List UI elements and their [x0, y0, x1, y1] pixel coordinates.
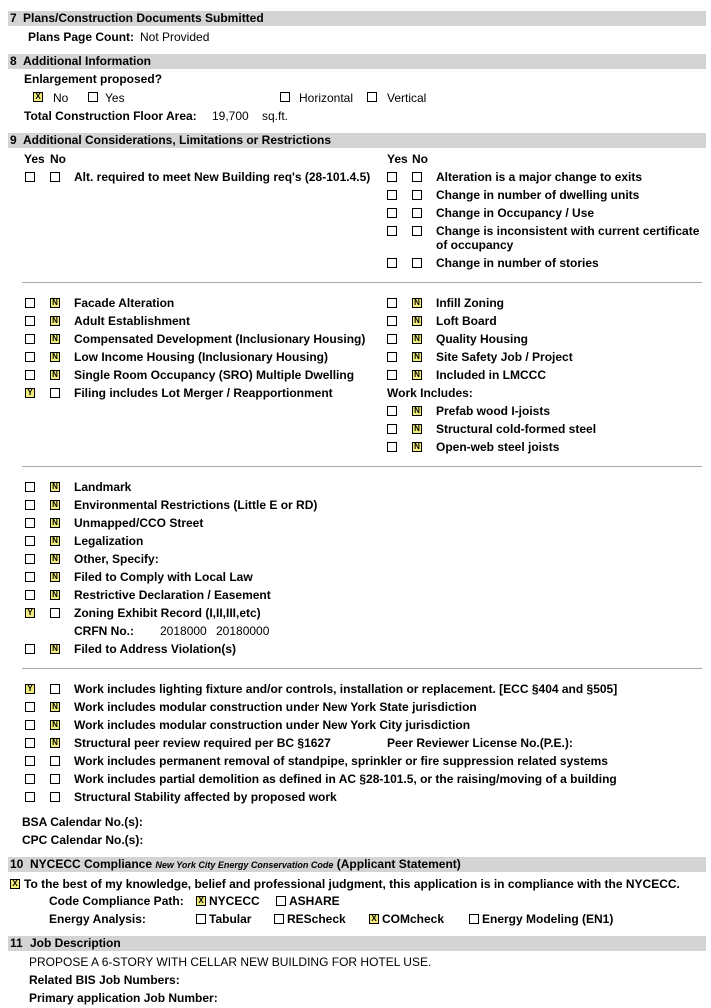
- enlargement-no-checkbox[interactable]: X: [33, 92, 43, 102]
- work-includes-heading: Work Includes:: [387, 386, 473, 400]
- yes-checkbox[interactable]: [25, 500, 35, 510]
- section-title: Additional Considerations, Limitations or Restrictions: [23, 133, 332, 147]
- section-number: 9: [10, 133, 17, 147]
- inconsistent-co-label-cont: of occupancy: [436, 238, 514, 252]
- occupancy-use-label: Change in Occupancy / Use: [436, 206, 595, 220]
- rescheck-checkbox[interactable]: [274, 914, 284, 924]
- section-number: 7: [10, 11, 17, 25]
- yes-checkbox[interactable]: [25, 482, 35, 492]
- partial-demolition-label: Work includes partial demolition as defined in AC §28-101.5, or the raising/moving of a building: [74, 772, 617, 786]
- horizontal-label: Horizontal: [299, 91, 354, 105]
- comcheck-checkbox[interactable]: X: [369, 914, 379, 924]
- section-subtitle: New York City Energy Conservation Code: [155, 860, 334, 870]
- yes-checkbox[interactable]: [25, 590, 35, 600]
- code-compliance-path-label: Code Compliance Path:: [49, 894, 184, 908]
- related-bis-jobs-label: Related BIS Job Numbers:: [29, 973, 180, 987]
- no-checkbox[interactable]: N: [50, 352, 60, 362]
- yes-checkbox[interactable]: [25, 738, 35, 748]
- yes-checkbox[interactable]: [25, 756, 35, 766]
- yes-checkbox[interactable]: [387, 298, 397, 308]
- no-checkbox[interactable]: [50, 684, 60, 694]
- no-checkbox[interactable]: [412, 172, 422, 182]
- divider: [22, 282, 702, 283]
- yes-checkbox[interactable]: [25, 572, 35, 582]
- yes-checkbox[interactable]: [387, 424, 397, 434]
- yes-checkbox[interactable]: [387, 172, 397, 182]
- yes-checkbox[interactable]: [25, 774, 35, 784]
- yes-checkbox[interactable]: [25, 352, 35, 362]
- section-title: Additional Information: [23, 54, 151, 68]
- yes-checkbox[interactable]: Y: [25, 684, 35, 694]
- plans-page-count-label: Plans Page Count:: [28, 30, 135, 44]
- inconsistent-co-label: Change is inconsistent with current certificate: [436, 224, 700, 238]
- prefab-joists-label: Prefab wood I-joists: [436, 404, 551, 418]
- yes-checkbox[interactable]: [387, 316, 397, 326]
- alt-required-label: Alt. required to meet New Building req's (28-101.4.5): [74, 170, 371, 184]
- compensated-development-label: Compensated Development (Inclusionary Housing): [74, 332, 366, 346]
- yes-checkbox[interactable]: [25, 702, 35, 712]
- no-column-header-right: No: [412, 152, 428, 166]
- ashare-checkbox[interactable]: [276, 896, 286, 906]
- section-7-header: [8, 11, 706, 26]
- floor-area-value: 19,700: [212, 109, 249, 123]
- no-checkbox[interactable]: N: [412, 334, 422, 344]
- yes-checkbox[interactable]: [25, 334, 35, 344]
- adult-establishment-label: Adult Establishment: [74, 314, 191, 328]
- no-column-header: No: [50, 152, 66, 166]
- no-checkbox[interactable]: N: [50, 644, 60, 654]
- no-checkbox[interactable]: N: [412, 352, 422, 362]
- yes-checkbox[interactable]: [387, 370, 397, 380]
- no-checkbox[interactable]: N: [50, 702, 60, 712]
- primary-job-number-label: Primary application Job Number:: [29, 991, 218, 1005]
- landmark-label: Landmark: [74, 480, 132, 494]
- major-change-exits-label: Alteration is a major change to exits: [436, 170, 643, 184]
- crfn-value-1: 2018000: [160, 624, 207, 638]
- modular-nys-label: Work includes modular construction under New York State jurisdiction: [74, 700, 477, 714]
- job-description-text: PROPOSE A 6-STORY WITH CELLAR NEW BUILDING FOR HOTEL USE.: [29, 955, 432, 969]
- structural-stability-label: Structural Stability affected by proposed work: [74, 790, 337, 804]
- section-number: 11: [10, 936, 23, 950]
- no-checkbox[interactable]: N: [412, 298, 422, 308]
- yes-checkbox[interactable]: Y: [25, 388, 35, 398]
- yes-checkbox[interactable]: [387, 352, 397, 362]
- yes-checkbox[interactable]: [25, 554, 35, 564]
- horizontal-checkbox[interactable]: [280, 92, 290, 102]
- yes-checkbox[interactable]: [387, 258, 397, 268]
- no-checkbox[interactable]: N: [50, 298, 60, 308]
- no-checkbox[interactable]: N: [50, 316, 60, 326]
- no-checkbox[interactable]: N: [50, 536, 60, 546]
- cpc-calendar-label: CPC Calendar No.(s):: [22, 833, 144, 847]
- yes-checkbox[interactable]: [25, 536, 35, 546]
- enlargement-yes-checkbox[interactable]: [88, 92, 98, 102]
- divider: [22, 466, 702, 467]
- energy-analysis-label: Energy Analysis:: [49, 912, 146, 926]
- section-title: Job Description: [30, 936, 121, 950]
- local-law-label: Filed to Comply with Local Law: [74, 570, 253, 584]
- yes-checkbox[interactable]: [387, 226, 397, 236]
- loft-board-label: Loft Board: [436, 314, 497, 328]
- yes-checkbox[interactable]: [25, 518, 35, 528]
- divider: [22, 668, 702, 669]
- plans-page-count-value: Not Provided: [140, 30, 210, 44]
- nycecc-checkbox[interactable]: X: [196, 896, 206, 906]
- lot-merger-label: Filing includes Lot Merger / Reapportionment: [74, 386, 333, 400]
- yes-checkbox[interactable]: [387, 442, 397, 452]
- yes-checkbox[interactable]: [25, 172, 35, 182]
- facade-alteration-label: Facade Alteration: [74, 296, 175, 310]
- no-checkbox[interactable]: [412, 226, 422, 236]
- environmental-restrictions-label: Environmental Restrictions (Little E or RD): [74, 498, 318, 512]
- yes-checkbox[interactable]: [25, 720, 35, 730]
- yes-checkbox[interactable]: [25, 792, 35, 802]
- open-web-joists-label: Open-web steel joists: [436, 440, 560, 454]
- section-title-group: [30, 857, 461, 873]
- tabular-label: Tabular: [209, 912, 252, 926]
- other-specify-label: Other, Specify:: [74, 552, 159, 566]
- no-checkbox[interactable]: N: [50, 370, 60, 380]
- yes-checkbox[interactable]: [25, 298, 35, 308]
- section-8-header: [8, 54, 706, 69]
- number-stories-label: Change in number of stories: [436, 256, 599, 270]
- compliance-statement-checkbox[interactable]: X: [10, 879, 20, 889]
- no-checkbox[interactable]: [50, 172, 60, 182]
- no-checkbox[interactable]: [412, 258, 422, 268]
- no-checkbox[interactable]: N: [412, 424, 422, 434]
- violation-label: Filed to Address Violation(s): [74, 642, 237, 656]
- crfn-label: CRFN No.:: [74, 624, 134, 638]
- no-checkbox[interactable]: [50, 756, 60, 766]
- section-title: Plans/Construction Documents Submitted: [23, 11, 264, 25]
- yes-column-header: Yes: [24, 152, 45, 166]
- quality-housing-label: Quality Housing: [436, 332, 529, 346]
- yes-checkbox[interactable]: [25, 644, 35, 654]
- section-11-header: [8, 936, 706, 951]
- rescheck-label: REScheck: [287, 912, 346, 926]
- enlargement-question: Enlargement proposed?: [24, 72, 163, 86]
- no-checkbox[interactable]: N: [50, 720, 60, 730]
- energy-modeling-checkbox[interactable]: [469, 914, 479, 924]
- site-safety-label: Site Safety Job / Project: [436, 350, 573, 364]
- vertical-label: Vertical: [387, 91, 427, 105]
- yes-column-header-right: Yes: [387, 152, 408, 166]
- no-checkbox[interactable]: N: [50, 738, 60, 748]
- section-title-end: (Applicant Statement): [336, 857, 461, 871]
- yes-checkbox[interactable]: [387, 190, 397, 200]
- standpipe-removal-label: Work includes permanent removal of standpipe, sprinkler or fire suppression related systems: [74, 754, 608, 768]
- no-checkbox[interactable]: [50, 388, 60, 398]
- floor-area-unit: sq.ft.: [262, 109, 289, 123]
- no-checkbox[interactable]: N: [50, 572, 60, 582]
- floor-area-label: Total Construction Floor Area:: [24, 109, 197, 123]
- restrictive-declaration-label: Restrictive Declaration / Easement: [74, 588, 271, 602]
- legalization-label: Legalization: [74, 534, 144, 548]
- no-checkbox[interactable]: N: [412, 442, 422, 452]
- no-checkbox[interactable]: N: [50, 500, 60, 510]
- yes-checkbox[interactable]: [387, 208, 397, 218]
- tabular-checkbox[interactable]: [196, 914, 206, 924]
- no-checkbox[interactable]: [50, 608, 60, 618]
- no-checkbox[interactable]: N: [412, 370, 422, 380]
- no-checkbox[interactable]: N: [50, 334, 60, 344]
- no-checkbox[interactable]: [412, 208, 422, 218]
- peer-reviewer-license-label: Peer Reviewer License No.(P.E.):: [387, 736, 573, 750]
- peer-review-label: Structural peer review required per BC §1627: [74, 736, 331, 750]
- no-checkbox[interactable]: [50, 792, 60, 802]
- low-income-housing-label: Low Income Housing (Inclusionary Housing): [74, 350, 329, 364]
- infill-zoning-label: Infill Zoning: [436, 296, 504, 310]
- crfn-value-2: 20180000: [216, 624, 270, 638]
- bsa-calendar-label: BSA Calendar No.(s):: [22, 815, 143, 829]
- section-title: NYCECC Compliance: [30, 857, 153, 871]
- ashare-label: ASHARE: [289, 894, 340, 908]
- vertical-checkbox[interactable]: [367, 92, 377, 102]
- enlargement-no-label: No: [53, 91, 69, 105]
- no-checkbox[interactable]: N: [50, 554, 60, 564]
- no-checkbox[interactable]: N: [50, 482, 60, 492]
- lmccc-label: Included in LMCCC: [436, 368, 546, 382]
- sro-label: Single Room Occupancy (SRO) Multiple Dwelling: [74, 368, 355, 382]
- energy-modeling-label: Energy Modeling (EN1): [482, 912, 614, 926]
- unmapped-street-label: Unmapped/CCO Street: [74, 516, 204, 530]
- comcheck-label: COMcheck: [382, 912, 445, 926]
- section-number: 10: [10, 857, 24, 871]
- lighting-fixture-label: Work includes lighting fixture and/or controls, installation or replacement. [ECC §404 and §505]: [74, 682, 618, 696]
- section-10-header: [8, 857, 706, 872]
- yes-checkbox[interactable]: [387, 406, 397, 416]
- modular-nyc-label: Work includes modular construction under New York City jurisdiction: [74, 718, 471, 732]
- enlargement-yes-label: Yes: [105, 91, 125, 105]
- no-checkbox[interactable]: [50, 774, 60, 784]
- compliance-statement: To the best of my knowledge, belief and professional judgment, this application is in compliance with the NYCECC.: [24, 877, 680, 891]
- section-9-header: [8, 133, 706, 148]
- no-checkbox[interactable]: N: [412, 406, 422, 416]
- no-checkbox[interactable]: N: [50, 518, 60, 528]
- dwelling-units-label: Change in number of dwelling units: [436, 188, 640, 202]
- yes-checkbox[interactable]: [387, 334, 397, 344]
- yes-checkbox[interactable]: [25, 316, 35, 326]
- yes-checkbox[interactable]: Y: [25, 608, 35, 618]
- section-number: 8: [10, 54, 17, 68]
- cold-formed-steel-label: Structural cold-formed steel: [436, 422, 597, 436]
- no-checkbox[interactable]: [412, 190, 422, 200]
- nycecc-label: NYCECC: [209, 894, 260, 908]
- no-checkbox[interactable]: N: [412, 316, 422, 326]
- no-checkbox[interactable]: N: [50, 590, 60, 600]
- yes-checkbox[interactable]: [25, 370, 35, 380]
- zoning-exhibit-label: Zoning Exhibit Record (I,II,III,etc): [74, 606, 261, 620]
